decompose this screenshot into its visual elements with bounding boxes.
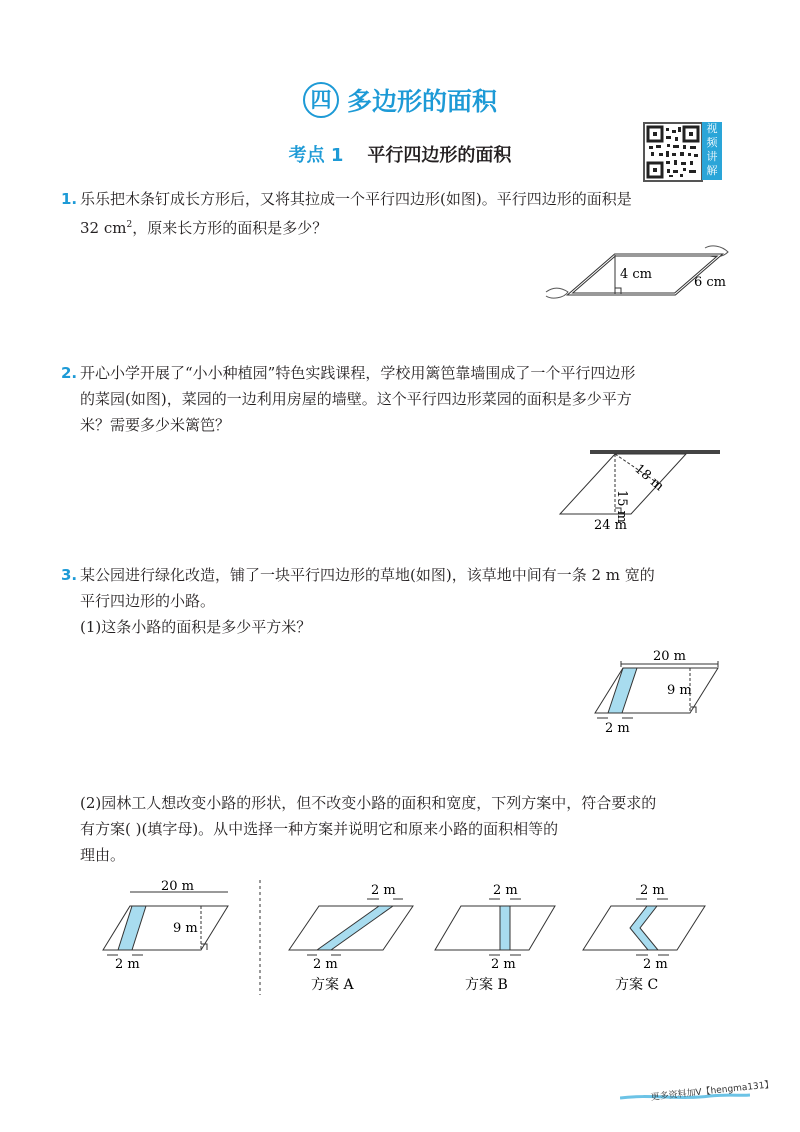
plan-c-label: 方案 C — [615, 977, 659, 993]
question-3 — [61, 562, 730, 640]
plan-a-label: 方案 A — [311, 977, 354, 993]
chapter-title: 多边形的面积 — [346, 87, 497, 116]
qr-code-icon[interactable] — [643, 122, 703, 182]
chapter-number-badge: 四 — [303, 82, 339, 118]
plan-b — [435, 883, 555, 993]
topic-title: 平行四边形的面积 — [367, 145, 512, 166]
question-number: 1. — [61, 190, 78, 208]
sub-question-1: (1)这条小路的面积是多少平方米？ — [80, 618, 312, 636]
figure-q3-plans — [95, 880, 735, 1000]
orig-top-label: 20 m — [161, 880, 195, 894]
top-length-label: 20 m — [653, 649, 687, 664]
height-label: 4 cm — [620, 267, 653, 282]
question-text: 平行四边形的小路。 — [80, 592, 216, 610]
plan-a — [289, 883, 413, 993]
slant-height-label: 18 m — [631, 461, 667, 495]
footer-note: 更多资料加V【hengma131】 — [650, 1080, 774, 1103]
area-value: 32 cm — [80, 219, 127, 237]
question-text: 某公园进行绿化改造，铺了一块平行四边形的草地(如图)，该草地中间有一条 2 m 宽的 — [80, 566, 655, 584]
plan-c-top-label: 2 m — [640, 883, 665, 898]
question-text: 米？需要多少米篱笆？ — [80, 416, 231, 434]
question-1 — [61, 186, 730, 241]
path-strip — [608, 668, 637, 713]
question-number: 3. — [61, 566, 78, 584]
question-text: 的菜园(如图)，菜园的一边利用房屋的墙壁。这个平行四边形菜园的面积是多少平方 — [80, 390, 632, 408]
plan-b-label: 方案 B — [465, 977, 508, 993]
video-tab-char: 视 — [706, 122, 718, 135]
plan-c — [583, 883, 705, 993]
video-tab-char: 解 — [706, 164, 718, 177]
figure-q2-garden — [550, 448, 730, 536]
question-text: 乐乐把木条钉成长方形后，又将其拉成一个平行四边形(如图)。平行四边形的面积是 — [80, 190, 632, 208]
plan-b-bottom-label: 2 m — [491, 957, 516, 972]
house-wall — [590, 450, 720, 454]
area-exponent: 2 — [126, 220, 133, 230]
video-tab-char: 频 — [706, 136, 718, 149]
height-label: 15 m — [614, 490, 629, 524]
question-text — [80, 212, 730, 241]
orig-bottom-label: 2 m — [115, 957, 140, 972]
chapter-heading — [0, 82, 800, 118]
plan-b-top-label: 2 m — [493, 883, 518, 898]
video-tab-char: 讲 — [706, 150, 718, 163]
figure-q1-parallelogram — [540, 240, 740, 315]
base-label: 24 m — [594, 518, 628, 533]
plan-a-bottom-label: 2 m — [313, 957, 338, 972]
question-text: 理由。 — [80, 846, 126, 864]
question-2 — [61, 360, 730, 438]
height-label: 9 m — [667, 683, 692, 698]
question-text: 开心小学开展了“小小种植园”特色实践课程，学校用篱笆靠墙围成了一个平行四边形 — [80, 364, 636, 382]
orig-height-label: 9 m — [173, 921, 198, 936]
question-text: (2)园林工人想改变小路的形状，但不改变小路的面积和宽度，下列方案中，符合要求的 — [80, 794, 657, 812]
video-explanation-tab[interactable] — [702, 122, 722, 180]
plan-c-bottom-label: 2 m — [643, 957, 668, 972]
plan-original — [103, 880, 228, 972]
sub-question-2 — [80, 790, 730, 868]
plan-a-top-label: 2 m — [371, 883, 396, 898]
topic-label: 考点 1 — [288, 145, 344, 166]
question-text-tail: ，原来长方形的面积是多少？ — [132, 219, 328, 237]
question-text: 有方案( )(填字母)。从中选择一种方案并说明它和原来小路的面积相等的 — [80, 820, 559, 838]
side-label: 6 cm — [694, 275, 727, 290]
figure-q3-lawn — [585, 646, 730, 738]
path-width-label: 2 m — [605, 721, 630, 736]
question-number: 2. — [61, 364, 78, 382]
